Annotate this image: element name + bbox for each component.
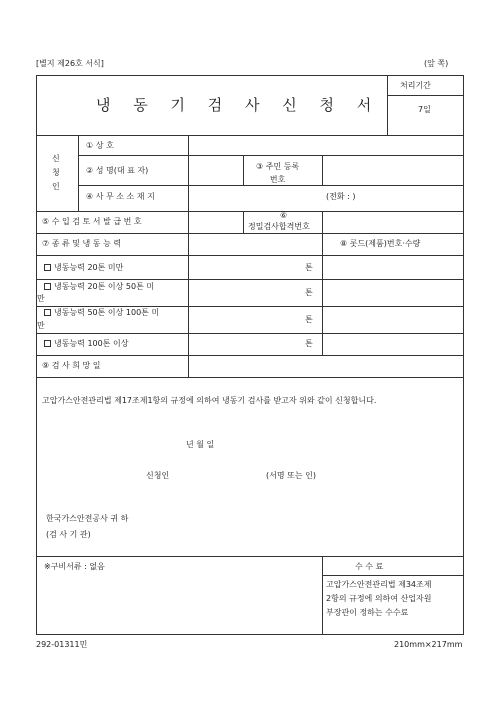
- inspection-date-label: ⑨ 검 사 희 망 일: [42, 361, 101, 370]
- fee-label: 수 수 료: [355, 562, 384, 571]
- processing-period-label: 처리기간: [400, 81, 431, 90]
- checkbox[interactable]: [44, 309, 51, 316]
- paper-size: 210mm×217mm: [394, 640, 463, 649]
- date-line: 년 월 일: [186, 440, 215, 449]
- checkbox[interactable]: [44, 283, 51, 290]
- capacity-row[interactable]: 냉동능력 50톤 이상 100톤 미: [44, 309, 159, 317]
- capacity-row-wrap: 만: [37, 294, 45, 303]
- type-capacity-label: ⑦ 종 류 및 냉 동 능 력: [42, 239, 122, 248]
- office-address-label: ④ 사 무 소 소 재 지: [86, 192, 155, 201]
- capacity-unit: 톤: [305, 263, 313, 272]
- company-name-label: ① 상 호: [86, 141, 114, 150]
- capacity-row-wrap: 만: [37, 321, 45, 330]
- capacity-unit: 톤: [305, 339, 313, 348]
- resident-number-label: ③ 주민 등록 번호: [256, 162, 300, 184]
- lot-number-label: ⑧ 롯드(제품)번호·수량: [340, 239, 421, 248]
- capacity-row[interactable]: 냉동능력 20톤 미만: [44, 264, 123, 272]
- form-number: [별지 제26호 서식]: [36, 59, 104, 68]
- precision-number-marker: ⑥: [280, 211, 288, 220]
- fee-text-line1: 고압가스안전관리법 제34조제: [326, 580, 432, 589]
- representative-label: ② 성 명(대 표 자): [86, 166, 149, 175]
- checkbox[interactable]: [44, 264, 51, 271]
- precision-number-label: 정밀검사합격번호: [248, 222, 310, 231]
- form-title: 냉 동 기 검 사 신 청 서: [96, 96, 381, 114]
- capacity-row[interactable]: 냉동능력 20톤 이상 50톤 미: [44, 283, 154, 291]
- capacity-unit: 톤: [305, 288, 313, 297]
- signature-note: (서명 또는 인): [266, 471, 316, 480]
- processing-period-value: 7일: [418, 105, 431, 114]
- checkbox[interactable]: [44, 340, 51, 347]
- applicant-group-label: 신 청 인: [52, 154, 60, 191]
- capacity-row[interactable]: 냉동능력 100톤 이상: [44, 340, 128, 348]
- fee-text-line2: 2항의 규정에 의하여 산업자원: [326, 594, 432, 603]
- application-statement: 고압가스안전관리법 제17조제1항의 규정에 의하여 냉동기 검사를 받고자 위와 같이 신청합니다.: [42, 396, 377, 405]
- page-side: (앞 쪽): [424, 59, 449, 68]
- recipient: 한국가스안전공사 귀 하: [46, 514, 129, 523]
- receipt-number-label: ⑤ 수 입 검 토 서 발 급 번 호: [42, 217, 142, 226]
- fee-text-line3: 부장관이 정하는 수수료: [326, 608, 409, 617]
- signer-label: 신청인: [146, 471, 170, 480]
- attachments: ※구비서류 : 없음: [44, 562, 105, 571]
- capacity-unit: 톤: [305, 315, 313, 324]
- phone-label: (전화 : ): [326, 192, 356, 201]
- recipient-sub: (검 사 기 관): [46, 530, 91, 539]
- form-code: 292-01311민: [36, 640, 88, 649]
